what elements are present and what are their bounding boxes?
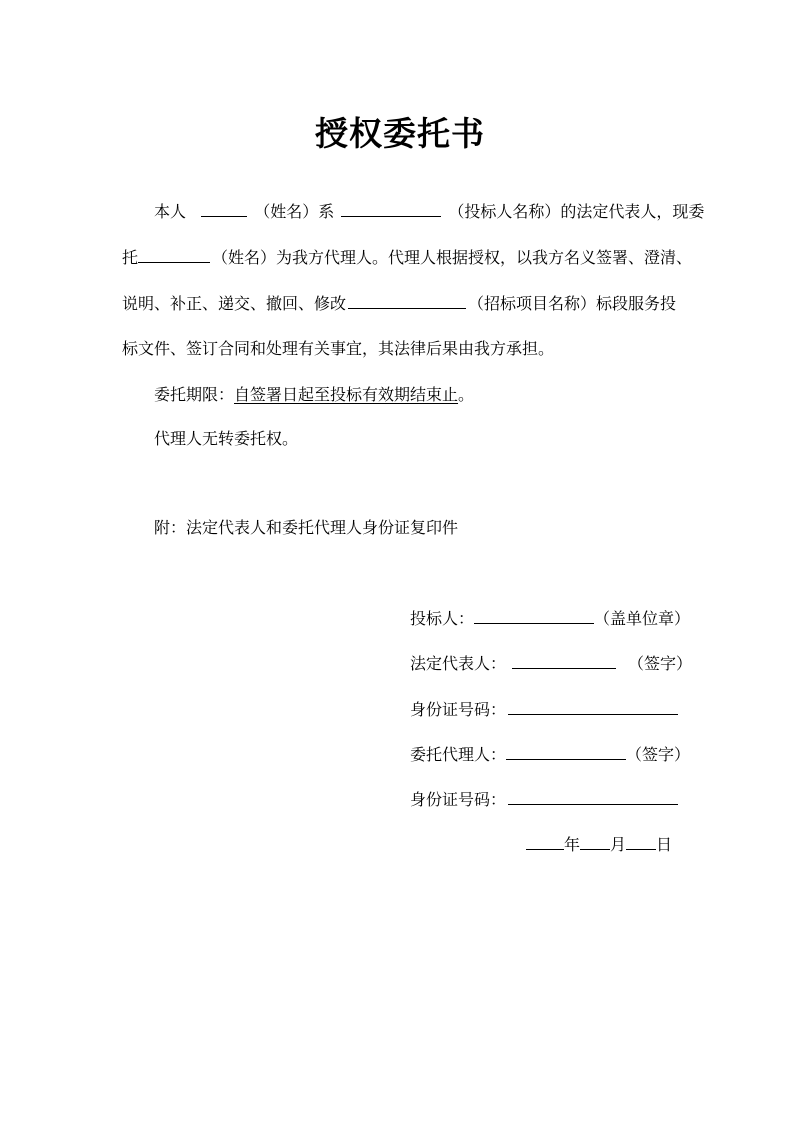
attachment-line: 附：法定代表人和委托代理人身份证复印件 xyxy=(154,518,459,537)
date-row xyxy=(526,833,672,856)
paragraph-line-4: 标文件、签订合同和处理有关事宜，其法律后果由我方承担。 xyxy=(122,339,555,358)
text-segment: （招标项目名称）标段服务投 xyxy=(468,294,677,313)
id-number-blank[interactable] xyxy=(508,698,678,715)
paragraph-line-3 xyxy=(122,292,676,315)
name-blank[interactable] xyxy=(201,200,247,217)
bidder-row xyxy=(410,607,690,630)
text-segment: 说明、补正、递交、撤回、修改 xyxy=(122,294,347,313)
bidder-blank[interactable] xyxy=(474,607,594,624)
year-label: 年 xyxy=(564,835,581,854)
text-segment: 托 xyxy=(122,248,139,267)
term-end: 。 xyxy=(458,385,475,404)
agent-blank[interactable] xyxy=(506,743,626,760)
month-label: 月 xyxy=(610,835,627,854)
no-transfer-line: 代理人无转委托权。 xyxy=(154,429,299,448)
text-segment: （投标人名称）的法定代表人，现委 xyxy=(448,202,705,221)
id-number-row-2 xyxy=(410,788,678,811)
term-value: 自签署日起至投标有效期结束止 xyxy=(234,385,459,404)
term-line xyxy=(154,384,474,406)
agent-note: （签字） xyxy=(626,745,691,764)
agent-name-blank[interactable] xyxy=(138,246,210,263)
id-number-blank[interactable] xyxy=(508,788,678,805)
bidder-label: 投标人： xyxy=(410,609,475,628)
document-title: 授权委托书 xyxy=(315,114,485,153)
text-segment: （姓名）系 xyxy=(254,202,335,221)
legal-rep-note: （签字） xyxy=(628,654,693,673)
bidder-note: （盖单位章） xyxy=(594,609,691,628)
project-name-blank[interactable] xyxy=(348,292,466,309)
legal-rep-label: 法定代表人： xyxy=(410,654,507,673)
bidder-name-blank[interactable] xyxy=(341,200,441,217)
paragraph-line-1 xyxy=(154,200,704,223)
term-label: 委托期限： xyxy=(154,385,235,404)
text-segment: 本人 xyxy=(154,202,187,221)
id-label: 身份证号码： xyxy=(410,790,507,809)
id-label: 身份证号码： xyxy=(410,700,507,719)
legal-rep-row xyxy=(410,652,692,675)
id-number-row-1 xyxy=(410,698,678,721)
legal-rep-blank[interactable] xyxy=(512,652,616,669)
day-label: 日 xyxy=(656,835,673,854)
year-blank[interactable] xyxy=(526,833,564,850)
agent-row xyxy=(410,743,690,766)
paragraph-line-2 xyxy=(122,246,692,269)
text-segment: （姓名）为我方代理人。代理人根据授权，以我方名义签署、澄清、 xyxy=(212,248,693,267)
day-blank[interactable] xyxy=(626,833,656,850)
month-blank[interactable] xyxy=(580,833,610,850)
agent-label: 委托代理人： xyxy=(410,745,507,764)
